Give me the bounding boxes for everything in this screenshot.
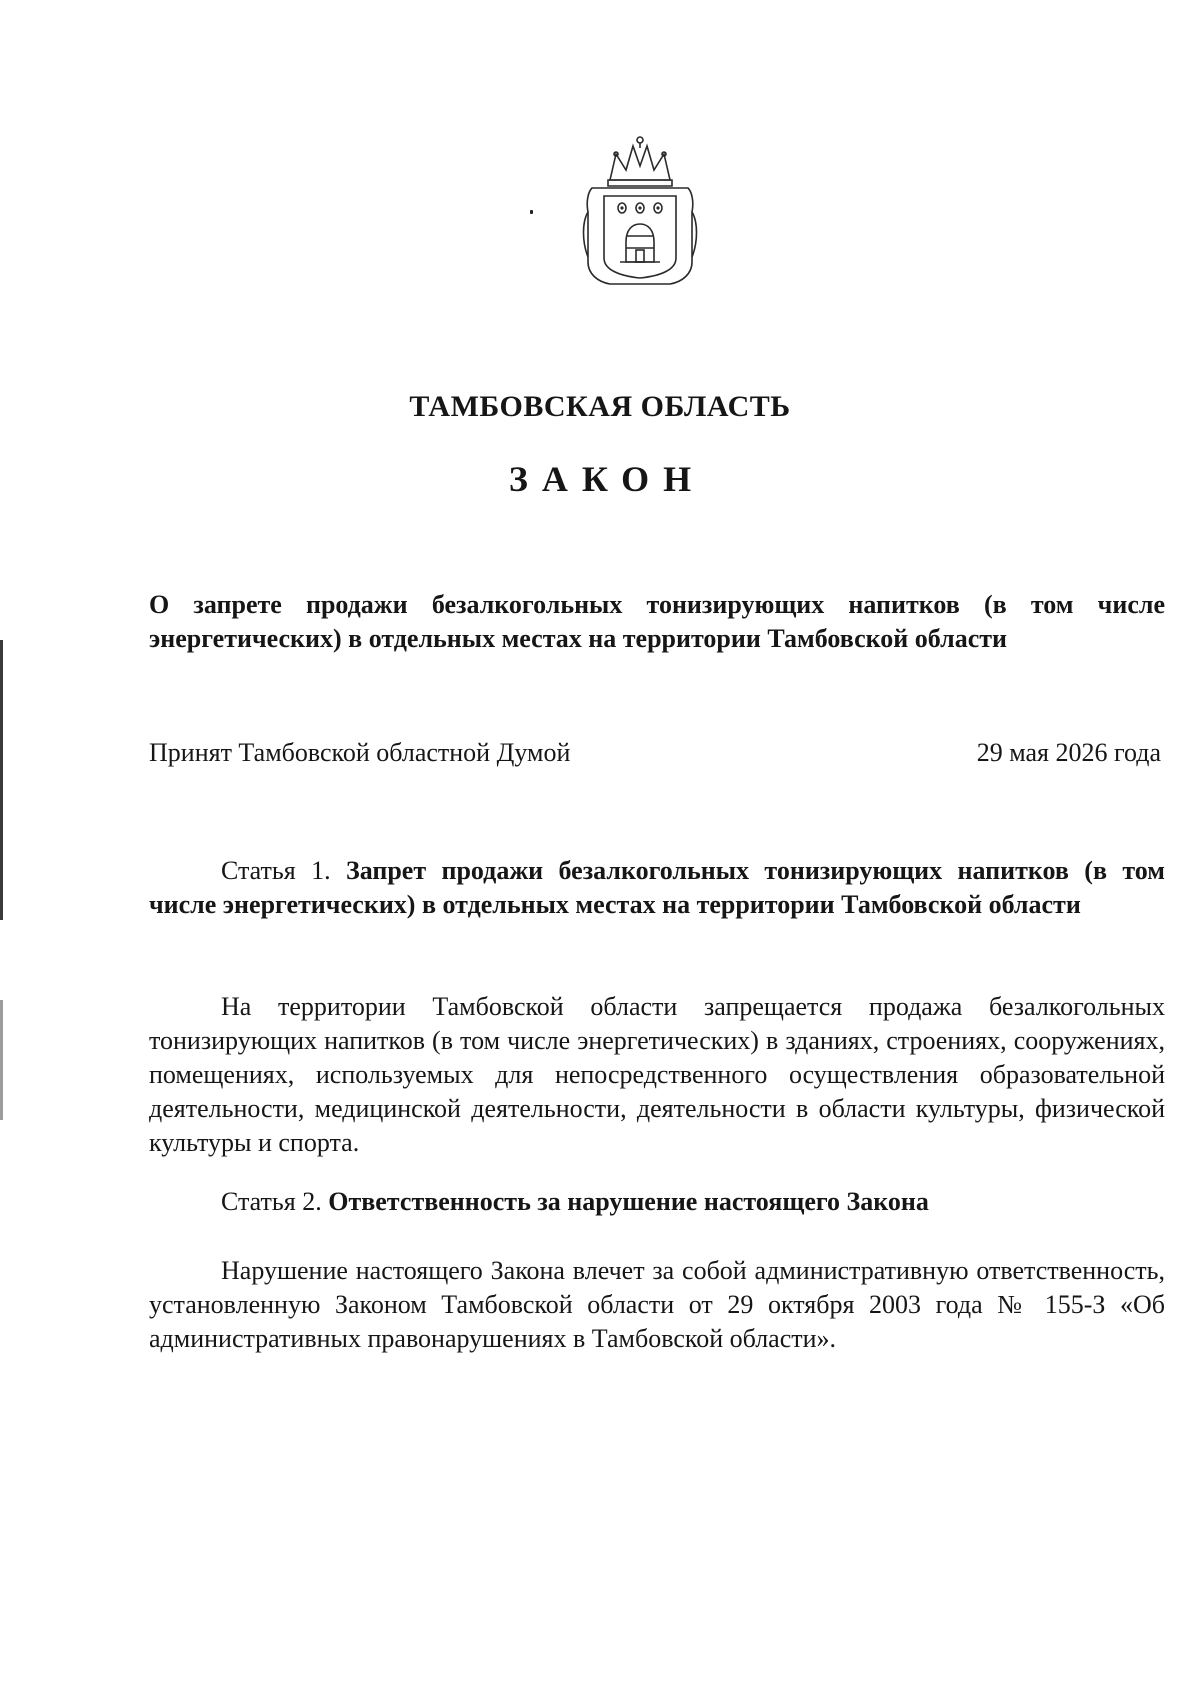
article-1-number: Статья 1. <box>221 856 331 885</box>
article-2-text: Нарушение настоящего Закона влечет за собой административную ответственность, установленную Законом Тамбовской области от 29 октября 2003 года № 155-З «Об административных правонарушениях в Тамбовской области». <box>149 1256 1165 1353</box>
article-1-title: Запрет продажи безалкогольных тонизирующих напитков (в том числе энергетических) в отдельных местах на территории Тамбовской области <box>149 856 1165 919</box>
scan-edge-mark <box>0 1000 3 1120</box>
scan-edge-mark <box>0 640 3 920</box>
adoption-line <box>149 738 1161 768</box>
law-subject-title: О запрете продажи безалкогольных тонизирующих напитков (в том числе энергетических) в отдельных местах на территории Тамбовской области <box>149 590 1165 653</box>
article-2-number: Статья 2. <box>221 1187 322 1216</box>
scan-speck <box>530 210 533 214</box>
region-title: ТАМБОВСКАЯ ОБЛАСТЬ <box>409 390 791 423</box>
adoption-date: 29 мая 2026 года <box>976 738 1161 767</box>
article-2-title: Ответственность за нарушение настоящего Закона <box>328 1187 929 1216</box>
tambov-region-coat-of-arms-icon <box>580 132 700 292</box>
article-2-heading <box>149 1185 1165 1219</box>
document-type-title: ЗАКОН <box>508 459 706 499</box>
article-1-text: На территории Тамбовской области запрещается продажа безалкогольных тонизирующих напитков (в том числе энергетических) в зданиях, строениях, сооружениях, помещениях, используемых для непосредственного осуществления образовательной деятельности, медицинской деятельности, деятельности в области культуры, физической культуры и спорта. <box>149 992 1165 1157</box>
article-1-heading <box>149 854 1165 922</box>
adopted-by: Принят Тамбовской областной Думой <box>149 738 571 767</box>
